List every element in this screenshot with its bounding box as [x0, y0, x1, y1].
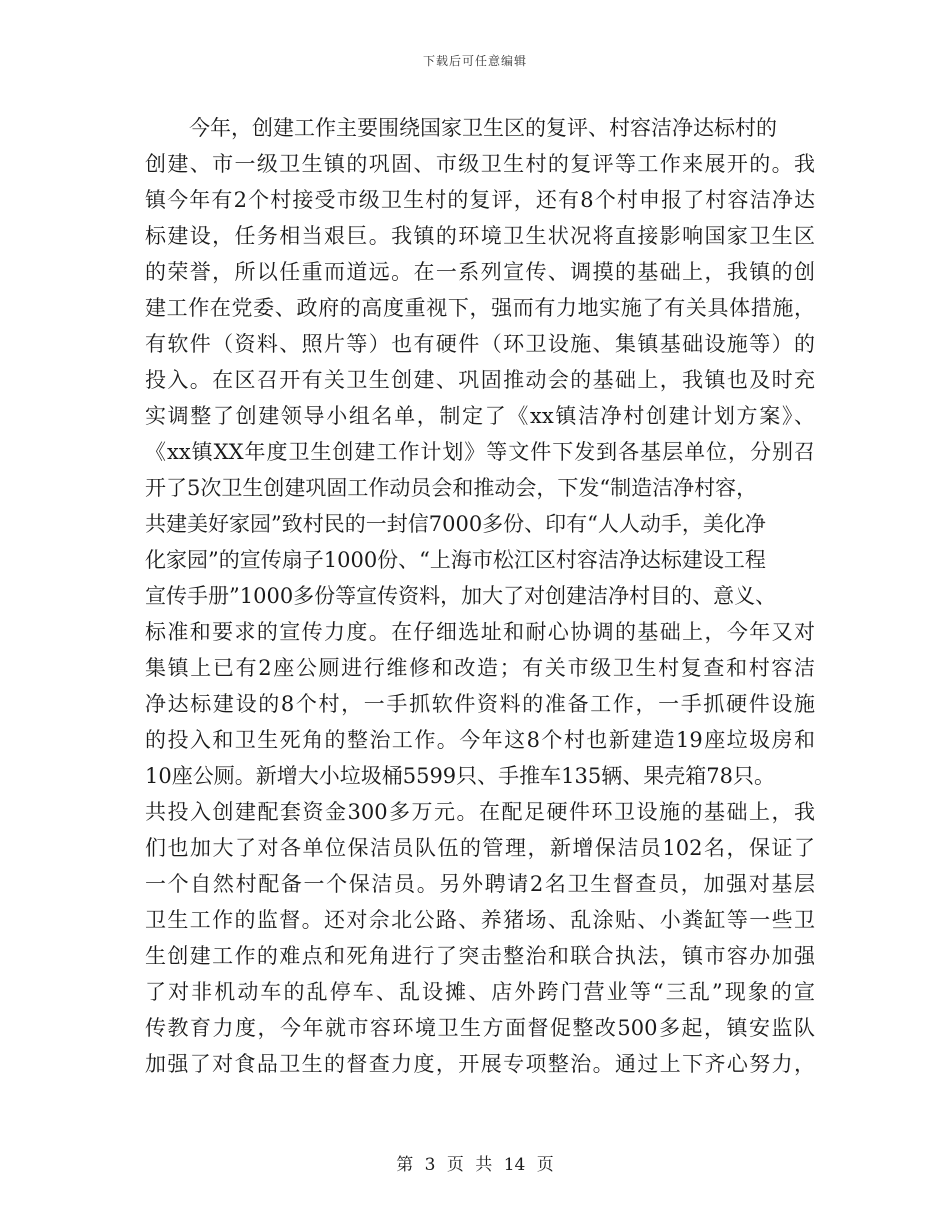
text-line: 开了5次卫生创建巩固工作动员会和推动会，下发“制造洁净村容， [145, 476, 758, 500]
text-line: 传教育力度，今年就市容环境卫生方面督促整改500多起，镇安监队 [145, 1016, 815, 1040]
text-line: 生创建工作的难点和死角进行了突击整治和联合执法，镇市容办加强 [145, 944, 815, 968]
text-line: 标建设，任务相当艰巨。我镇的环境卫生状况将直接影响国家卫生区 [145, 224, 815, 248]
text-line: 实调整了创建领导小组名单，制定了《xx镇洁净村创建计划方案》、 [145, 404, 815, 428]
text-line: 今年，创建工作主要围绕国家卫生区的复评、村容洁净达标村的 [189, 116, 777, 140]
text-line: 宣传手册”1000多份等宣传资料，加大了对创建洁净村目的、意义、 [145, 584, 777, 608]
text-line: 净达标建设的8个村，一手抓软件资料的准备工作，一手抓硬件设施 [145, 692, 815, 716]
page-number: 第 3 页 共 14 页 [396, 1155, 554, 1175]
text-line: 10座公厕。新增大小垃圾桶5599只、手推车135辆、果壳箱78只。 [145, 764, 775, 788]
body-paragraph [145, 110, 815, 1082]
text-line: 创建、市一级卫生镇的巩固、市级卫生村的复评等工作来展开的。我 [145, 152, 815, 176]
text-line: 的投入和卫生死角的整治工作。今年这8个村也新建造19座垃圾房和 [145, 728, 815, 752]
text-line: 《xx镇XX年度卫生创建工作计划》等文件下发到各基层单位，分别召 [145, 440, 815, 464]
text-line: 共投入创建配套资金300多万元。在配足硬件环卫设施的基础上，我 [145, 800, 815, 824]
text-line: 投入。在区召开有关卫生创建、巩固推动会的基础上，我镇也及时充 [145, 368, 815, 392]
text-line: 有软件（资料、照片等）也有硬件（环卫设施、集镇基础设施等）的 [145, 332, 815, 356]
text-line: 化家园”的宣传扇子1000份、“上海市松江区村容洁净达标建设工程 [145, 548, 766, 572]
text-line: 标准和要求的宣传力度。在仔细选址和耐心协调的基础上，今年又对 [145, 620, 815, 644]
text-line: 镇今年有2个村接受市级卫生村的复评，还有8个村申报了村容洁净达 [145, 188, 815, 212]
text-line: 一个自然村配备一个保洁员。另外聘请2名卫生督查员，加强对基层 [145, 872, 815, 896]
text-line: 卫生工作的监督。还对佘北公路、养猪场、乱涂贴、小粪缸等一些卫 [145, 908, 815, 932]
page-header-note: 下载后可任意编辑 [422, 54, 527, 68]
text-line: 了对非机动车的乱停车、乱设摊、店外跨门营业等“三乱”现象的宣 [145, 980, 815, 1004]
text-line: 的荣誉，所以任重而道远。在一系列宣传、调摸的基础上，我镇的创 [145, 260, 815, 284]
text-line: 建工作在党委、政府的高度重视下，强而有力地实施了有关具体措施， [145, 296, 815, 320]
text-line: 加强了对食品卫生的督查力度，开展专项整治。通过上下齐心努力， [145, 1052, 815, 1076]
text-line: 集镇上已有2座公厕进行维修和改造；有关市级卫生村复查和村容洁 [145, 656, 815, 680]
text-line: 们也加大了对各单位保洁员队伍的管理，新增保洁员102名，保证了 [145, 836, 815, 860]
text-line: 共建美好家园”致村民的一封信7000多份、印有“人人动手，美化净 [145, 512, 766, 536]
